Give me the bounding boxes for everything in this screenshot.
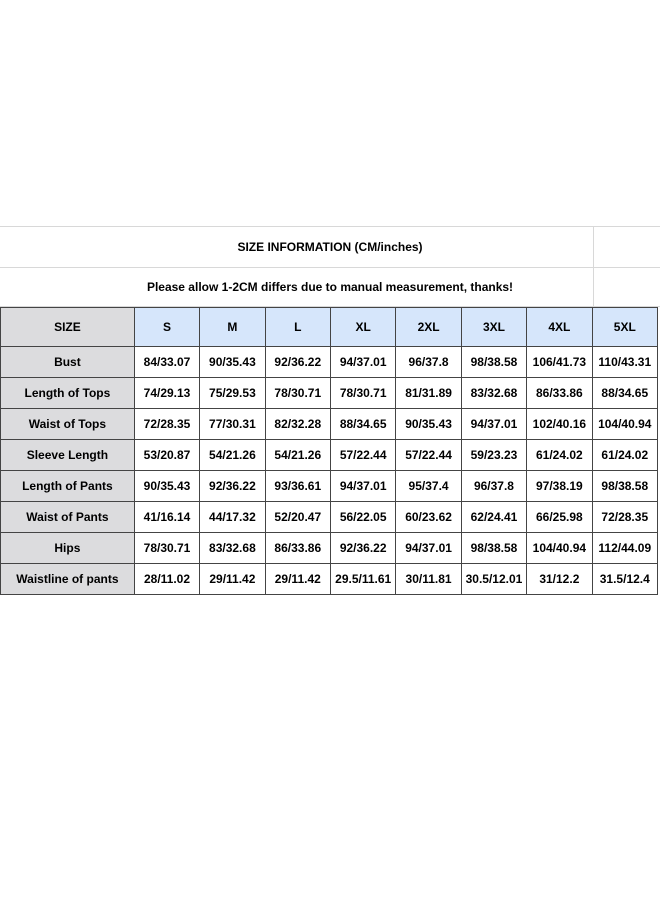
table-row <box>1 378 658 409</box>
measurement-value: 59/23.23 <box>461 440 526 471</box>
measurement-value: 94/37.01 <box>330 347 395 378</box>
measurement-note: Please allow 1-2CM differs due to manual measurement, thanks! <box>146 280 514 294</box>
table-body <box>1 347 658 595</box>
measurement-value: 82/32.28 <box>265 409 330 440</box>
measurement-value: 28/11.02 <box>134 564 199 595</box>
measurement-value: 92/36.22 <box>330 533 395 564</box>
measurement-value: 29/11.42 <box>200 564 265 595</box>
measurement-value: 29/11.42 <box>265 564 330 595</box>
size-header: M <box>200 308 265 347</box>
measurement-value: 94/37.01 <box>461 409 526 440</box>
measurement-value: 84/33.07 <box>134 347 199 378</box>
measurement-value: 78/30.71 <box>265 378 330 409</box>
measurement-label: Hips <box>1 533 135 564</box>
measurement-value: 56/22.05 <box>330 502 395 533</box>
measurement-label: Waist of Tops <box>1 409 135 440</box>
measurement-value: 93/36.61 <box>265 471 330 502</box>
size-info-title: SIZE INFORMATION (CM/inches) <box>237 240 423 254</box>
measurement-value: 90/35.43 <box>134 471 199 502</box>
table-row <box>1 471 658 502</box>
size-header: XL <box>330 308 395 347</box>
measurement-value: 86/33.86 <box>265 533 330 564</box>
measurement-label: Length of Pants <box>1 471 135 502</box>
measurement-value: 78/30.71 <box>330 378 395 409</box>
table-row <box>1 440 658 471</box>
measurement-value: 72/28.35 <box>592 502 657 533</box>
measurement-value: 83/32.68 <box>200 533 265 564</box>
table-row <box>1 564 658 595</box>
measurement-value: 98/38.58 <box>592 471 657 502</box>
measurement-value: 90/35.43 <box>200 347 265 378</box>
measurement-value: 92/36.22 <box>265 347 330 378</box>
divider <box>593 227 594 267</box>
measurement-value: 96/37.8 <box>461 471 526 502</box>
measurement-value: 112/44.09 <box>592 533 657 564</box>
table-header-row <box>1 308 658 347</box>
measurement-value: 98/38.58 <box>461 347 526 378</box>
divider <box>593 268 594 306</box>
measurement-value: 104/40.94 <box>527 533 592 564</box>
measurement-value: 78/30.71 <box>134 533 199 564</box>
measurement-value: 57/22.44 <box>330 440 395 471</box>
measurement-value: 94/37.01 <box>396 533 461 564</box>
size-header: 4XL <box>527 308 592 347</box>
size-header-label: SIZE <box>1 308 135 347</box>
measurement-value: 62/24.41 <box>461 502 526 533</box>
measurement-label: Bust <box>1 347 135 378</box>
measurement-value: 44/17.32 <box>200 502 265 533</box>
size-header: 2XL <box>396 308 461 347</box>
size-header: S <box>134 308 199 347</box>
measurement-value: 60/23.62 <box>396 502 461 533</box>
measurement-value: 61/24.02 <box>527 440 592 471</box>
measurement-value: 41/16.14 <box>134 502 199 533</box>
measurement-value: 30.5/12.01 <box>461 564 526 595</box>
measurement-value: 96/37.8 <box>396 347 461 378</box>
measurement-value: 83/32.68 <box>461 378 526 409</box>
measurement-value: 81/31.89 <box>396 378 461 409</box>
measurement-value: 52/20.47 <box>265 502 330 533</box>
measurement-value: 94/37.01 <box>330 471 395 502</box>
measurement-value: 106/41.73 <box>527 347 592 378</box>
measurement-value: 77/30.31 <box>200 409 265 440</box>
measurement-value: 97/38.19 <box>527 471 592 502</box>
measurement-label: Length of Tops <box>1 378 135 409</box>
measurement-value: 66/25.98 <box>527 502 592 533</box>
measurement-value: 74/29.13 <box>134 378 199 409</box>
measurement-value: 102/40.16 <box>527 409 592 440</box>
measurement-value: 90/35.43 <box>396 409 461 440</box>
measurement-value: 54/21.26 <box>265 440 330 471</box>
title-row <box>0 226 660 268</box>
table-row <box>1 502 658 533</box>
table-row <box>1 347 658 378</box>
measurement-value: 57/22.44 <box>396 440 461 471</box>
table-row <box>1 533 658 564</box>
measurement-label: Waistline of pants <box>1 564 135 595</box>
size-chart <box>0 226 660 595</box>
size-header: L <box>265 308 330 347</box>
measurement-value: 54/21.26 <box>200 440 265 471</box>
measurement-value: 92/36.22 <box>200 471 265 502</box>
measurement-value: 88/34.65 <box>592 378 657 409</box>
measurement-value: 88/34.65 <box>330 409 395 440</box>
measurement-value: 104/40.94 <box>592 409 657 440</box>
measurement-value: 53/20.87 <box>134 440 199 471</box>
note-row <box>0 268 660 307</box>
measurement-value: 75/29.53 <box>200 378 265 409</box>
measurement-value: 29.5/11.61 <box>330 564 395 595</box>
size-table <box>0 307 658 595</box>
measurement-value: 95/37.4 <box>396 471 461 502</box>
measurement-value: 31.5/12.4 <box>592 564 657 595</box>
measurement-label: Sleeve Length <box>1 440 135 471</box>
measurement-value: 30/11.81 <box>396 564 461 595</box>
measurement-value: 31/12.2 <box>527 564 592 595</box>
measurement-value: 110/43.31 <box>592 347 657 378</box>
measurement-value: 86/33.86 <box>527 378 592 409</box>
measurement-value: 98/38.58 <box>461 533 526 564</box>
size-header: 3XL <box>461 308 526 347</box>
measurement-label: Waist of Pants <box>1 502 135 533</box>
measurement-value: 72/28.35 <box>134 409 199 440</box>
measurement-value: 61/24.02 <box>592 440 657 471</box>
size-header: 5XL <box>592 308 657 347</box>
table-row <box>1 409 658 440</box>
